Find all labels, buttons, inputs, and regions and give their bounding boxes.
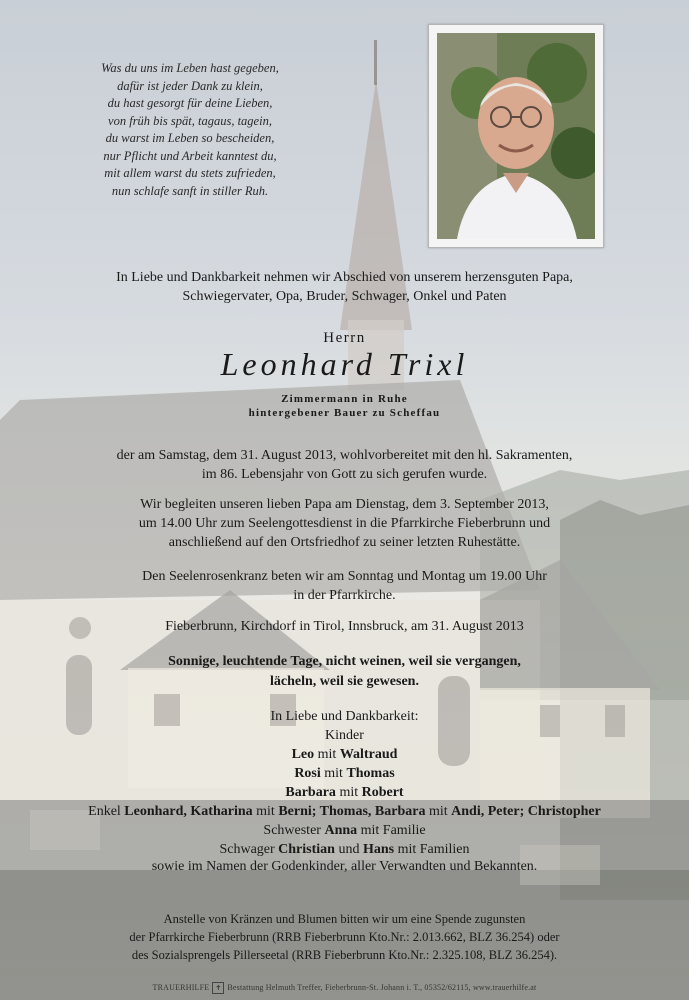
memorial-quote bbox=[0, 652, 689, 692]
footer-text: Bestattung Helmuth Treffer, Fieberbrunn-St. Johann i. T., 05352/62115, www.trauerhilfe.at bbox=[227, 982, 537, 992]
poem-line: mit allem warst du stets zufrieden, bbox=[104, 166, 276, 180]
donation-request bbox=[0, 910, 689, 964]
donation-line: Anstelle von Kränzen und Blumen bitten wir um eine Spende zugunsten bbox=[163, 912, 526, 926]
intro-text bbox=[0, 268, 689, 306]
funeral-line: um 14.00 Uhr zum Seelengottesdienst in die Pfarrkirche Fieberbrunn und bbox=[138, 516, 551, 531]
rosary-line: in der Pfarrkirche. bbox=[293, 588, 396, 603]
intro-line: In Liebe und Dankbarkeit nehmen wir Abschied von unserem herzensguten Papa, bbox=[116, 270, 573, 285]
poem-line: du warst im Leben so bescheiden, bbox=[105, 131, 275, 145]
intro-line: Schwiegervater, Opa, Bruder, Schwager, Onkel und Paten bbox=[182, 289, 507, 304]
rosary-notice bbox=[0, 567, 689, 605]
deceased-name: Leonhard Trixl bbox=[220, 346, 469, 382]
occupation-line: hintergebener Bauer zu Scheffau bbox=[248, 407, 441, 419]
funeral-line: Wir begleiten unseren lieben Papa am Dienstag, dem 3. September 2013, bbox=[140, 497, 549, 512]
grandchildren-entry: Enkel Leonhard, Katharina mit Berni; Thomas, Barbara mit Andi, Peter; Christopher bbox=[88, 804, 601, 819]
footer-brand: TRAUERHILFE bbox=[152, 982, 210, 992]
rosary-line: Den Seelenrosenkranz beten wir am Sonntag und Montag um 19.00 Uhr bbox=[142, 569, 547, 584]
donation-line: der Pfarrkirche Fieberbrunn (RRB Fieberbrunn Kto.Nr.: 2.013.662, BLZ 36.254) oder bbox=[129, 930, 560, 944]
occupation-block bbox=[0, 392, 689, 420]
funeral-details bbox=[0, 495, 689, 552]
poem-line: von früh bis spät, tagaus, tagein, bbox=[108, 113, 272, 128]
family-list bbox=[0, 707, 689, 859]
sister-entry: Schwester Anna mit Familie bbox=[263, 823, 426, 838]
funeral-line: anschließend auf den Ortsfriedhof zu seiner letzten Ruhestätte. bbox=[168, 535, 521, 550]
place-date: Fieberbrunn, Kirchdorf in Tirol, Innsbruck, am 31. August 2013 bbox=[165, 619, 524, 634]
poem-line: nun schlafe sanft in stiller Ruh. bbox=[111, 183, 269, 198]
child-entry: Barbara mit Robert bbox=[285, 785, 404, 800]
occupation-line: Zimmermann in Ruhe bbox=[281, 393, 408, 405]
poem-line: Was du uns im Leben hast gegeben, bbox=[101, 61, 279, 75]
poem-block bbox=[40, 60, 340, 200]
death-notice-line: im 86. Lebensjahr von Gott zu sich gerufen wurde. bbox=[201, 467, 488, 482]
poem-line: du hast gesorgt für deine Lieben, bbox=[107, 96, 273, 110]
relatives-note: sowie im Namen der Godenkinder, aller Verwandten und Bekannten. bbox=[151, 859, 538, 874]
death-notice-line: der am Samstag, dem 31. August 2013, wohlvorbereitet mit den hl. Sakramenten, bbox=[116, 448, 573, 463]
quote-line: lächeln, weil sie gewesen. bbox=[270, 674, 419, 689]
funeral-home-footer bbox=[0, 982, 689, 994]
children-label: Kinder bbox=[325, 728, 364, 743]
quote-line: Sonnige, leuchtende Tage, nicht weinen, weil sie vergangen, bbox=[168, 654, 521, 669]
poem-line: nur Pflicht und Arbeit kanntest du, bbox=[103, 148, 277, 163]
poem-line: dafür ist jeder Dank zu klein, bbox=[117, 78, 263, 93]
child-entry: Leo mit Waltraud bbox=[291, 747, 398, 762]
brother-in-law-entry: Schwager Christian und Hans mit Familien bbox=[219, 842, 470, 857]
donation-line: des Sozialsprengels Pillerseetal (RRB Fieberbrunn Kto.Nr.: 2.325.108, BLZ 36.254). bbox=[131, 948, 558, 962]
death-notice bbox=[0, 446, 689, 484]
child-entry: Rosi mit Thomas bbox=[294, 766, 395, 781]
portrait-photo bbox=[428, 24, 604, 248]
salutation: Herrn bbox=[323, 330, 366, 346]
family-heading: In Liebe und Dankbarkeit: bbox=[270, 709, 419, 724]
trauerhilfe-logo-icon: ✝ bbox=[212, 982, 224, 994]
